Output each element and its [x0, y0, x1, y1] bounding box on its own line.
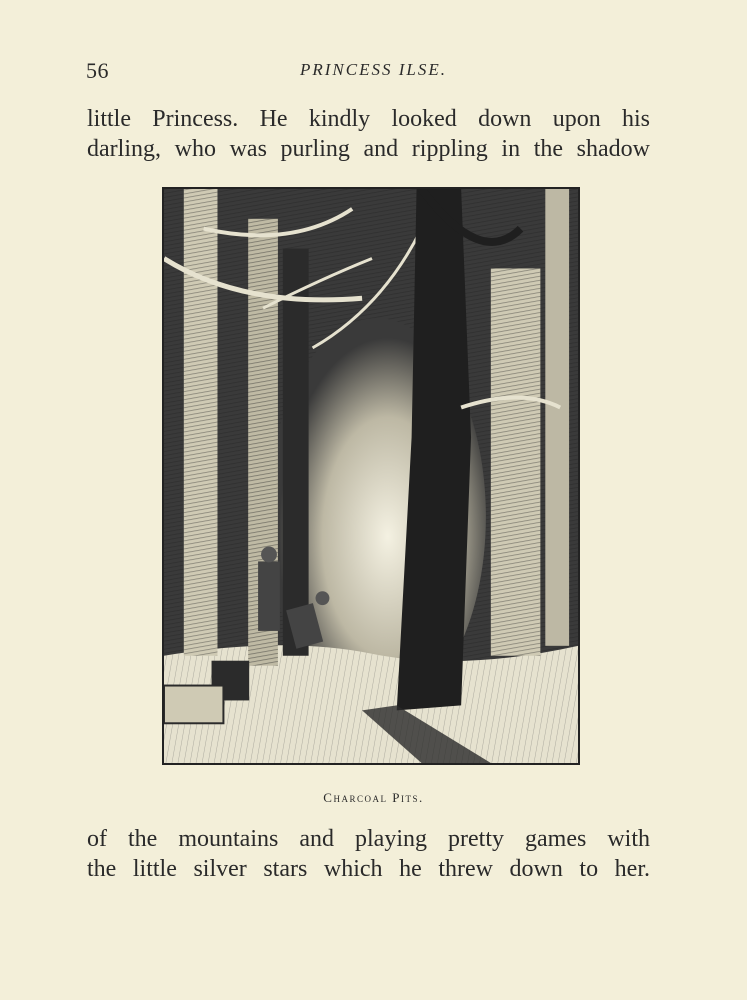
body-text-line: little Princess. He kindly looked down upon his: [87, 106, 650, 132]
body-text-line: of the mountains and playing pretty games with: [87, 826, 650, 852]
page-number: 56: [86, 58, 109, 83]
forest-engraving: [164, 189, 578, 763]
body-text-line: the little silver stars which he threw down to her.: [87, 856, 650, 882]
illustration: [162, 187, 580, 765]
illustration-caption: Charcoal Pits.: [323, 790, 424, 805]
running-title: PRINCESS ILSE.: [300, 60, 447, 79]
body-text-line: darling, who was purling and rippling in the shadow: [87, 136, 650, 162]
